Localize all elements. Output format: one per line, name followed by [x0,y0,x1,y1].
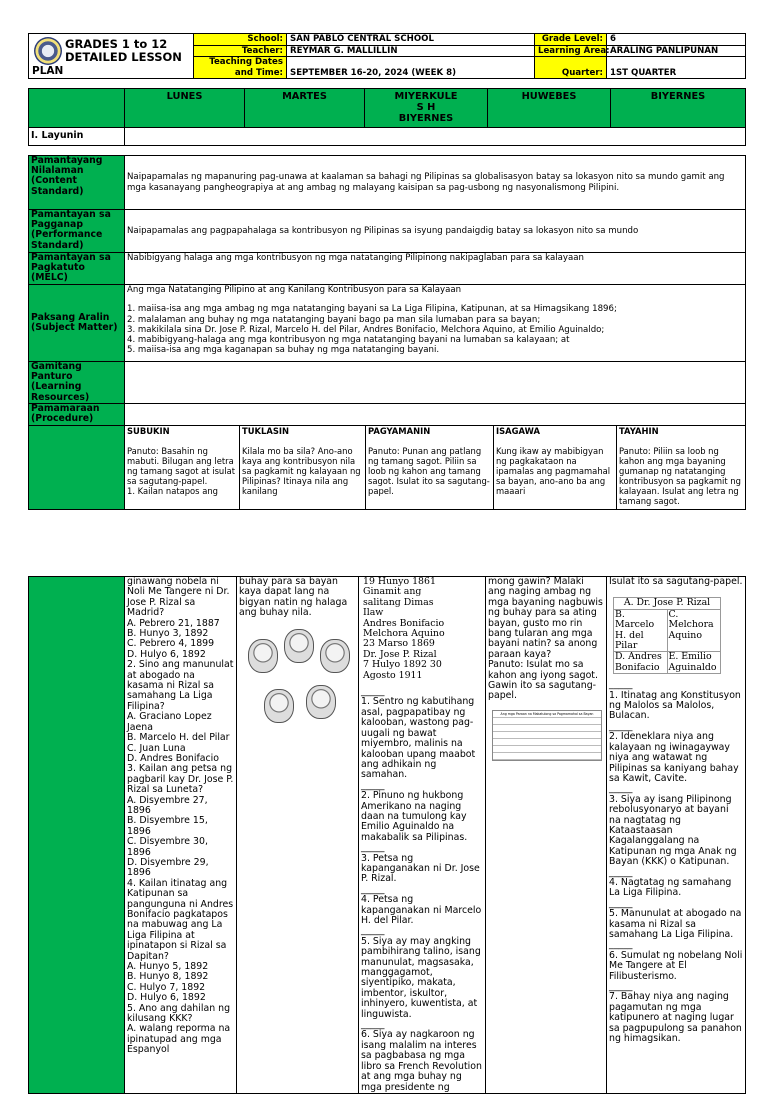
hero-portrait-icon [306,685,336,719]
procedure-label: Pamamaraan (Procedure) [29,404,125,426]
pagyamanin-text: Panuto: Punan ang patlang ng tamang sagot. Piliin sa loob ng kahon ang tamang sagot. Isulat ito sa sagutang-papel. [368,446,490,496]
heroes-portraits [244,627,354,735]
day-blank [29,89,125,128]
subject-matter [125,285,746,362]
subukin-heading: SUBUKIN [127,426,170,436]
layunin-label: I. Layunin [29,127,125,145]
pagyamanin-cell [366,426,494,510]
tayahin-heading: TAYAHIN [619,426,659,436]
choices-grid [613,597,721,674]
day-biyernes: BIYERNES [611,89,746,128]
deped-seal-icon [34,37,62,65]
isagawa-text: Kung ikaw ay mabibigyan ng pagkakataon na ipamalas ang pagmamahal sa bayan, ano-ano ba ang maaari [496,446,611,496]
logo-cell [29,34,194,79]
choices-box [361,577,447,681]
subject-title: Ang mga Natatanging Pilipino at ang Kanilang Kontribusyon para sa Kalayaan [127,285,462,295]
tuklasin-text: Kilala mo ba sila? Ano-ano kaya ang kontribusyon nila sa pagkamit ng kalayaan ng Pilipinas? Itinaya nila ang kanilang [242,446,361,496]
hero-portrait-icon [320,639,350,673]
hero-portrait-icon [284,629,314,663]
tuklasin-continued-text: buhay para sa bayan kaya dapat lang na bigyan natin ng halaga ang buhay nila. [239,576,348,619]
procedure-left-cell [29,426,125,510]
choices-row: 23 Marso 1869 Dr. Jose P. Rizal [363,639,437,660]
tuklasin-heading: TUKLASIN [242,426,289,436]
tayahin-text: Panuto: Piliin sa loob ng kahon ang mga bayaning gumanap ng natatanging kontribusyon sa pagkamit ng kalayaan. Isulat ang letra ng tamang sagot. [619,446,741,506]
isagawa-continued-text: mong gawin? Malaki ang naging ambag ng mga bayaning nagbuwis ng buhay para sa ating bayan, gusto mo rin bang tularan ang mga bayani natin? sa anong paraan kaya? Panuto: Isulat mo sa kahon ang iyong sagot. Gawin ito sa sagutang-papel. [488,576,603,702]
dates-label: Teaching Dates and Time: [194,57,287,79]
grade-label: Grade Level: [535,34,607,46]
answer-line [493,753,601,760]
grade-value: 6 [607,34,746,46]
standards-table [28,155,746,510]
tayahin-continued-text: Isulat ito sa sagutang-papel. [609,576,743,587]
tayahin-continued [607,577,746,1094]
day-miyerkules: MIYERKULE S H BIYERNES [365,89,488,128]
answer-line [493,718,601,725]
resources-value [125,362,746,404]
subukin-questions: ginawang nobela ni Noli Me Tangere ni Dr. Jose P. Rizal sa Madrid? A. Pebrero 21, 1887 B. Hunyo 3, 1892 C. Pebrero 4, 1899 D. Hulyo 6, 1892 2. Sino ang manunulat at abogado na kasama ni Rizal sa samahang La Liga Filipina? A. Graciano Lopez Jaena B. Marcelo H. del Pilar C. Juan Luna D. Andres Bonifacio 3. Kailan ang petsa ng pagbaril kay Dr. Jose P. Rizal sa Luneta? A. Disyembre 27, 1896 B. Disyembre 15, 1896 C. Disyembre 30, 1896 D. Disyembre 29, 1896 4. Kailan itinatag ang Katipunan sa pangunguna ni Andres Bonifacio pagkatapos na mabuwag ang La Liga Filipina at ipinatapon si Rizal sa Dapitan? A. Hunyo 5, 1892 B. Hunyo 8, 1892 C. Hulyo 7, 1892 D. Hulyo 6, 1892 5. Ano ang dahilan ng kilusang KKK? A. walang reporma na ipinatupad ang mga Espanyol [125,577,237,1094]
teacher-value: REYMAR G. MALLILLIN [287,45,535,57]
answer-line [493,746,601,753]
choice-e: E. Emilio Aguinaldo [667,652,721,674]
choices-row: Andres Bonifacio Melchora Aquino [363,618,445,640]
tuklasin-continued [237,577,359,1094]
subukin-cell [125,426,240,510]
day-martes: MARTES [245,89,365,128]
continuation-table [28,576,746,1094]
layunin-value [125,127,746,145]
tayahin-cell [617,426,746,510]
choice-a: A. Dr. Jose P. Rizal [614,598,721,609]
melc: Nabibigyang halaga ang mga kontribusyon ng mga natatanging Pilipinong nakipaglaban para sa kalayaan [125,253,746,285]
content-standard: Naipapamalas ng mapanuring pag-unawa at kaalaman sa bahagi ng Pilipinas sa globalisasyon batay sa lokasyon nito sa mundo gamit ang mga kasanayang pangheograpiya at ang ambag ng malayang kaisipan sa pag-usbong ng nasyonalismong Pilipini. [125,156,746,210]
isagawa-cell [494,426,617,510]
content-standard-label: Pamantayang Nilalaman (Content Standard) [29,156,125,210]
subject-matter-label: Paksang Aralin (Subject Matter) [29,285,125,362]
school-value: SAN PABLO CENTRAL SCHOOL [287,34,535,46]
choices-row: 7 Hulyo 1892 30 Agosto 1911 [363,660,442,681]
day-huwebes: HUWEBES [488,89,611,128]
lesson-plan-title: GRADES 1 to 12 DETAILED LESSON [65,37,182,64]
dates-value: SEPTEMBER 16-20, 2024 (WEEK 8) [287,57,535,79]
isagawa-heading: ISAGAWA [496,426,540,436]
school-label: School: [194,34,287,46]
subject-item: 3. makikilala sina Dr. Jose P. Rizal, Marcelo H. del Pilar, Andres Bonifacio, Melchora Aquino, at Emilio Aguinaldo; [127,324,605,335]
pagyamanin-items: _____ 1. Sentro ng kabutihang asal, pagpapatibay ng kalooban, wastong pag-uugali ng bawat miyembro, malinis na kalooban upang maabot ang adhikain ng samahan. _____ 2. Pinuno ng hukbong Amerikano na naging daan na tumulong kay Emilio Aguinaldo na makabalik sa Pilipinas. _____ 3. Petsa ng kapanganakan ni Dr. Jose P. Rizal. _____ 4. Petsa ng kapanganakan ni Marcelo H. del Pilar. _____ 5. Siya ay may angking pambihirang talino, isang manunulat, magsasaka, manggagamot, siyentipiko, makata, imbentor, iskultor, inhinyero, kuwentista, at linguwista. _____ 6. Siya ay nagkaroon ng isang malalim na interes sa pagbabasa ng mga libro sa French Revolution at ang mga buhay ng mga presidente ng [361,686,482,1093]
header-table [28,33,746,79]
resources-label: Gamitang Panturo (Learning Resources) [29,362,125,404]
melc-label: Pamantayan sa Pagkatuto (MELC) [29,253,125,285]
answer-box-title: Ang mga Paraan na Makatulong sa Pagmamahal sa Bayan [493,711,601,718]
tayahin-items: _____ 1. Itinatag ang Konstitusyon ng Malolos sa Malolos, Bulacan. _____ 2. Ideneklara niya ang kalayaan ng iwinagayway niya ang watawat ng Pilipinas sa kaniyang bahay sa Kawit, Cavite. _____ 3. Siya ay isang Pilipinong rebolusyonaryo at bayani na nagtatag ng Kataastaasan Kagalanggalang na Katipunan ng mga Anak ng Bayan (KKK) o Katipunan. _____ 4. Nagtatag ng samahang La Liga Filipina. _____ 5. Manunulat at abogado na kasama ni Rizal sa samahang La Liga Filipina. _____ 6. Sumulat ng nobelang Noli Me Tangere at El Filibusterismo. _____ 7. Bahay niya ang naging pagamutan ng mga katipunero at naging lugar sa pagpupulong sa panahon ng himagsikan. [609,679,743,1045]
area-label: Learning Area: [535,45,607,57]
subject-item: 4. mabibigyang-halaga ang mga kontribusyon ng mga natatanging bayani na lumaban sa kalayaan; at [127,335,570,346]
pagyamanin-heading: PAGYAMANIN [368,426,431,436]
teacher-label: Teacher: [194,45,287,57]
quarter-label: Quarter: [535,57,607,79]
continuation-left-cell [29,577,125,1094]
subukin-text: Panuto: Basahin ng mabuti. Bilugan ang letra ng tamang sagot at isulat sa sagutang-papel. 1. Kailan natapos ang [127,446,235,496]
area-value: ARALING PANLIPUNAN [607,45,746,57]
answer-box [492,710,602,761]
answer-line [493,739,601,746]
choice-d: D. Andres Bonifacio [614,652,668,674]
subject-item: 5. maiisa-isa ang mga kaganapan sa buhay ng mga natatanging bayani. [127,345,440,356]
isagawa-continued [486,577,607,1094]
performance-standard-label: Pamantayan sa Pagganap (Performance Standard) [29,210,125,253]
plan-label: PLAN [32,65,64,77]
tuklasin-cell [240,426,366,510]
quarter-value: 1ST QUARTER [607,57,746,79]
procedure-value [125,404,746,426]
subject-item: 1. maiisa-isa ang mga ambag ng mga natatanging bayani sa La Liga Filipina, Katipunan, at sa Himagsikang 1896; [127,304,617,315]
day-lunes: LUNES [125,89,245,128]
choice-c: C. Melchora Aquino [667,609,721,652]
performance-standard: Naipapamalas ang pagpapahalaga sa kontribusyon ng Pilipinas sa isyung pandaigdig batay sa lokasyon nito sa mundo [125,210,746,253]
choice-b: B. Marcelo H. del Pilar [614,609,668,652]
answer-line [493,732,601,739]
answer-line [493,725,601,732]
pagyamanin-continued [359,577,486,1094]
subject-item: 2. malalaman ang buhay ng mga natatanging bayani bago pa man sila lumaban para sa bayan; [127,314,541,325]
choices-row: 19 Hunyo 1861 Ginamit ang salitang Dimas Ilaw [363,577,436,619]
days-table [28,88,746,146]
hero-portrait-icon [264,689,294,723]
hero-portrait-icon [248,639,278,673]
